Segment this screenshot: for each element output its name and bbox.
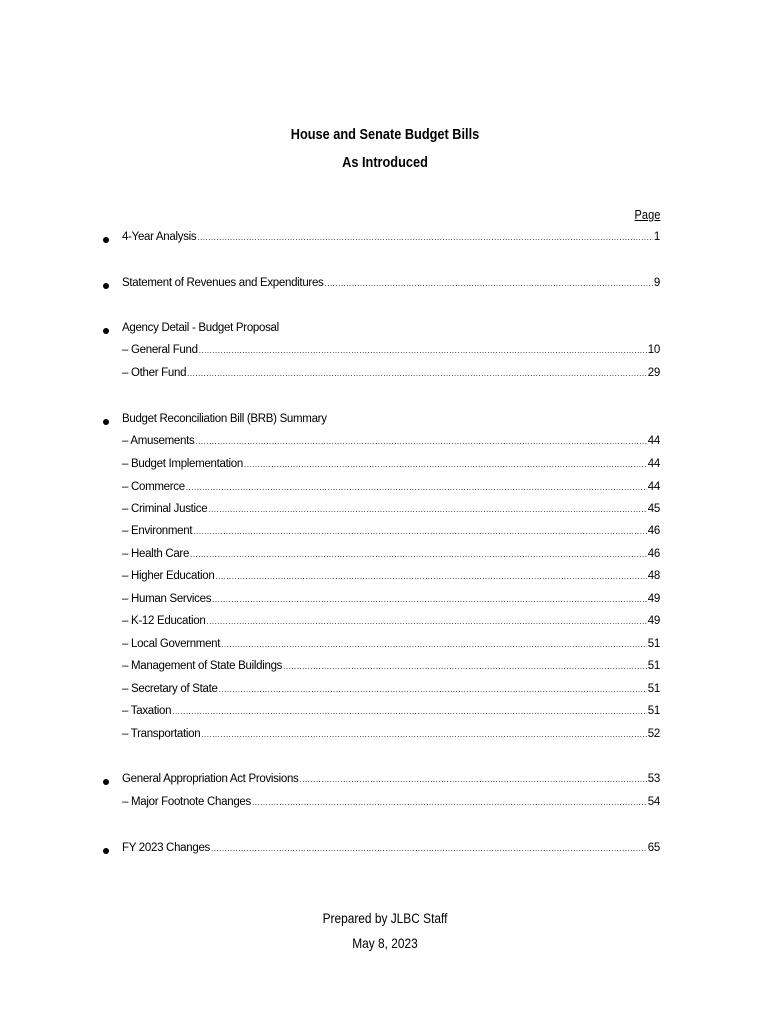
toc-entry (122, 548, 660, 566)
toc-label: General Appropriation Act Provisions (122, 773, 299, 785)
toc-page-number: 52 (647, 728, 660, 740)
toc-page-number: 1 (653, 231, 660, 243)
toc-label: – Higher Education (122, 570, 215, 582)
toc-leader (206, 617, 646, 626)
toc-label: – Amusements (122, 435, 195, 447)
bullet-icon (103, 848, 109, 854)
toc-entry (122, 842, 660, 860)
toc-leader (199, 346, 647, 355)
toc-entry (122, 660, 660, 678)
toc-page-number: 44 (647, 458, 660, 470)
document-subtitle: As Introduced (342, 154, 428, 171)
toc-leader (325, 279, 653, 288)
toc-page-number: 54 (647, 796, 660, 808)
toc-leader (172, 707, 647, 716)
toc-leader (300, 775, 647, 784)
toc-page-number: 46 (647, 548, 660, 560)
prepared-by: Prepared by JLBC Staff (322, 910, 448, 926)
toc-page-number: 44 (647, 481, 660, 493)
bullet-icon (103, 237, 109, 243)
toc-label: – K-12 Education (122, 615, 206, 627)
toc-label: – Local Government (122, 638, 221, 650)
toc-leader (208, 505, 646, 514)
toc-page-number: 48 (647, 570, 660, 582)
toc-page-number: 53 (647, 773, 660, 785)
bullet-icon (103, 328, 109, 334)
toc-leader (283, 662, 647, 671)
toc-entry (122, 705, 660, 723)
toc-page-number: 51 (647, 638, 660, 650)
toc-label: FY 2023 Changes (122, 842, 210, 854)
toc-label: – Secretary of State (122, 683, 218, 695)
toc-label: – Health Care (122, 548, 190, 560)
toc-entry (122, 728, 660, 746)
toc-label: – Major Footnote Changes (122, 796, 251, 808)
toc-leader (187, 369, 647, 378)
toc-entry (122, 503, 660, 521)
toc-leader (219, 685, 647, 694)
toc-page-number: 51 (647, 705, 660, 717)
page-column-header: Page (634, 207, 660, 222)
toc-page-number: 29 (647, 367, 660, 379)
toc-label: – Other Fund (122, 367, 187, 379)
toc-entry (122, 593, 660, 611)
toc-entry (122, 683, 660, 701)
toc-entry (122, 638, 660, 656)
bullet-icon (103, 283, 109, 289)
toc-page-number: 49 (647, 593, 660, 605)
toc-leader (190, 550, 647, 559)
toc-entry (122, 458, 660, 476)
toc-label: – Human Services (122, 593, 212, 605)
toc-leader (195, 437, 646, 446)
toc-leader (221, 640, 647, 649)
toc-label: – Taxation (122, 705, 172, 717)
toc-label: – General Fund (122, 344, 198, 356)
toc-page-number: 46 (647, 525, 660, 537)
toc-label: – Transportation (122, 728, 201, 740)
toc-label: – Environment (122, 525, 193, 537)
toc-label: Agency Detail - Budget Proposal (122, 322, 279, 334)
document-title: House and Senate Budget Bills (290, 126, 480, 143)
toc-entry (122, 615, 660, 633)
toc-entry (122, 277, 660, 295)
toc-leader (186, 483, 647, 492)
toc-leader (252, 798, 647, 807)
toc-leader (212, 595, 647, 604)
toc-leader (244, 460, 647, 469)
toc-page-number: 51 (647, 660, 660, 672)
toc-page-number: 10 (647, 344, 660, 356)
toc-page-number: 44 (647, 435, 660, 447)
toc-entry (122, 773, 660, 791)
toc-leader (201, 730, 646, 739)
toc-entry (122, 525, 660, 543)
toc-entry (122, 481, 660, 499)
toc-leader (211, 844, 647, 853)
toc-label: Statement of Revenues and Expenditures (122, 277, 324, 289)
toc-page-number: 45 (647, 503, 660, 515)
toc-page-number: 49 (647, 615, 660, 627)
toc-page-number: 9 (653, 277, 660, 289)
toc-label: 4-Year Analysis (122, 231, 197, 243)
toc-label: – Commerce (122, 481, 185, 493)
toc-label: Budget Reconciliation Bill (BRB) Summary (122, 413, 327, 425)
toc-page-number: 65 (647, 842, 660, 854)
bullet-icon (103, 779, 109, 785)
document-date: May 8, 2023 (352, 935, 418, 951)
toc-entry (122, 435, 660, 453)
toc-entry (122, 367, 660, 385)
toc-leader (197, 233, 653, 242)
toc-entry (122, 231, 660, 249)
toc-leader (193, 527, 647, 536)
toc-section-heading (122, 413, 660, 431)
toc-entry (122, 344, 660, 362)
toc-entry (122, 796, 660, 814)
toc-leader (215, 572, 646, 581)
toc-entry (122, 570, 660, 588)
toc-label: – Management of State Buildings (122, 660, 283, 672)
bullet-icon (103, 419, 109, 425)
toc-label: – Budget Implementation (122, 458, 243, 470)
toc-page-number: 51 (647, 683, 660, 695)
toc-section-heading (122, 322, 660, 340)
toc-label: – Criminal Justice (122, 503, 208, 515)
